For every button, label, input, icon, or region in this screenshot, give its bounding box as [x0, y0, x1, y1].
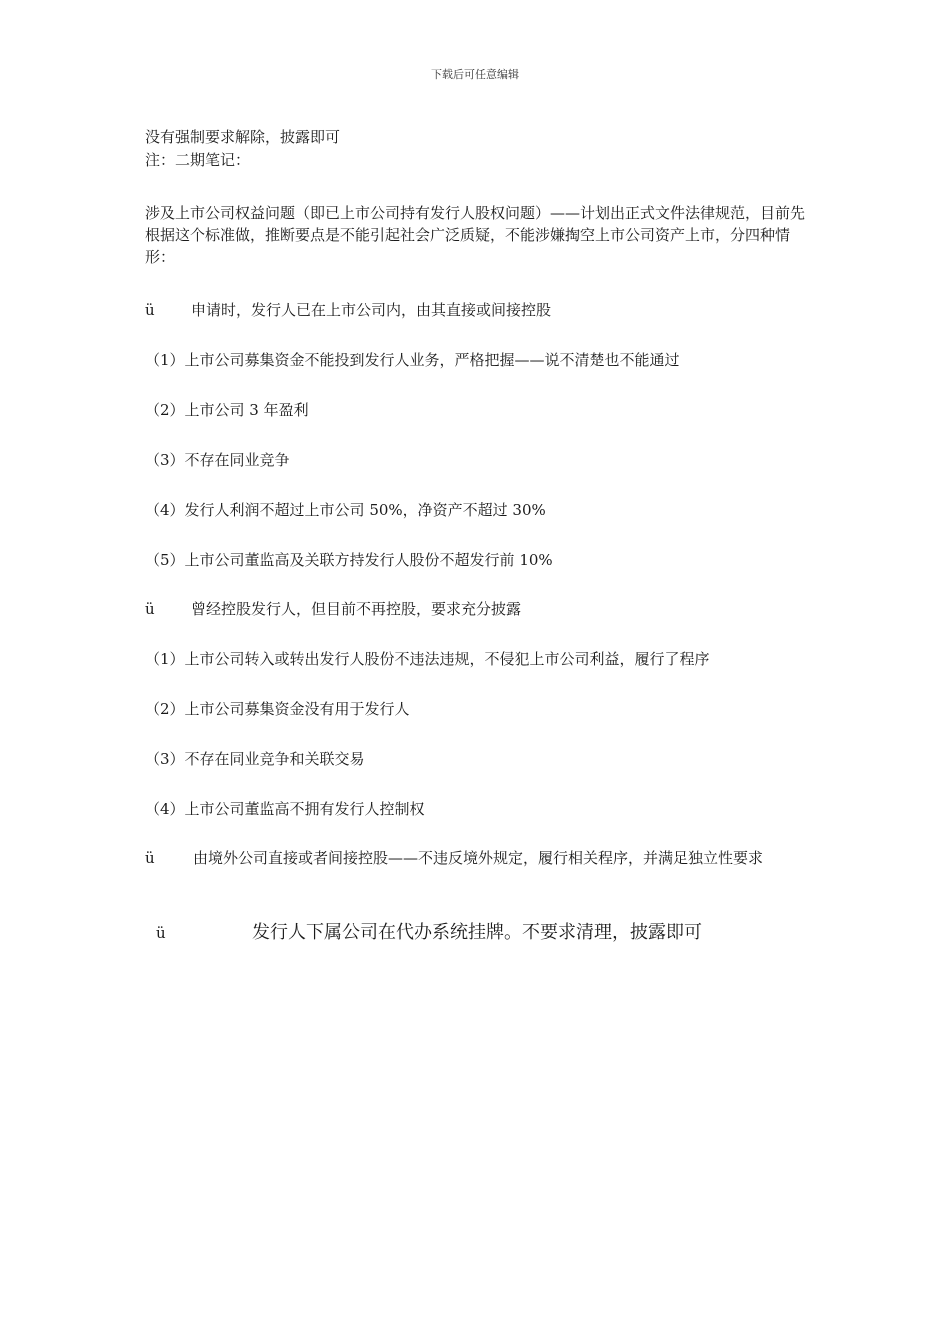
- section-1-item-3: （3）不存在同业竞争: [145, 451, 290, 469]
- check-bullet-icon: ü: [145, 600, 155, 618]
- section-3: [145, 846, 813, 870]
- intro-line-1: 没有强制要求解除，披露即可: [145, 128, 341, 146]
- intro-line-2: 注：二期笔记：: [145, 151, 251, 169]
- section-2: [145, 598, 810, 620]
- section-2-item-4: （4）上市公司董监高不拥有发行人控制权: [145, 800, 425, 818]
- section-2-item-1: （1）上市公司转入或转出发行人股份不违法违规，不侵犯上市公司利益，履行了程序: [145, 650, 710, 668]
- main-paragraph: 涉及上市公司权益问题（即已上市公司持有发行人股权问题）——计划出正式文件法律规范，目前先根据这个标准做，推断要点是不能引起社会广泛质疑，不能涉嫌掏空上市公司资产上市，分四种情形：: [145, 204, 806, 266]
- section-4-title: 发行人下属公司在代办系统挂牌。不要求清理，披露即可: [252, 922, 702, 943]
- section-2-item-2: （2）上市公司募集资金没有用于发行人: [145, 700, 410, 718]
- section-1-item-4: （4）发行人利润不超过上市公司 50%，净资产不超过 30%: [145, 501, 546, 519]
- section-1-item-2: （2）上市公司 3 年盈利: [145, 401, 309, 419]
- section-3-title: 由境外公司直接或者间接控股——不违反境外规定，履行相关程序，并满足独立性要求: [193, 849, 764, 867]
- section-1-title: 申请时，发行人已在上市公司内，由其直接或间接控股: [191, 301, 552, 319]
- section-1-item-5: （5）上市公司董监高及关联方持发行人股份不超发行前 10%: [145, 551, 553, 569]
- section-2-title: 曾经控股发行人，但目前不再控股，要求充分披露: [191, 600, 522, 618]
- section-1: [145, 299, 810, 321]
- check-bullet-icon: ü: [156, 924, 166, 942]
- page-header: 下载后可任意编辑: [431, 68, 519, 81]
- section-1-item-1: （1）上市公司募集资金不能投到发行人业务，严格把握——说不清楚也不能通过: [145, 351, 680, 369]
- check-bullet-icon: ü: [145, 849, 155, 867]
- section-2-item-3: （3）不存在同业竞争和关联交易: [145, 750, 365, 768]
- check-bullet-icon: ü: [145, 301, 155, 319]
- section-4: [156, 920, 796, 946]
